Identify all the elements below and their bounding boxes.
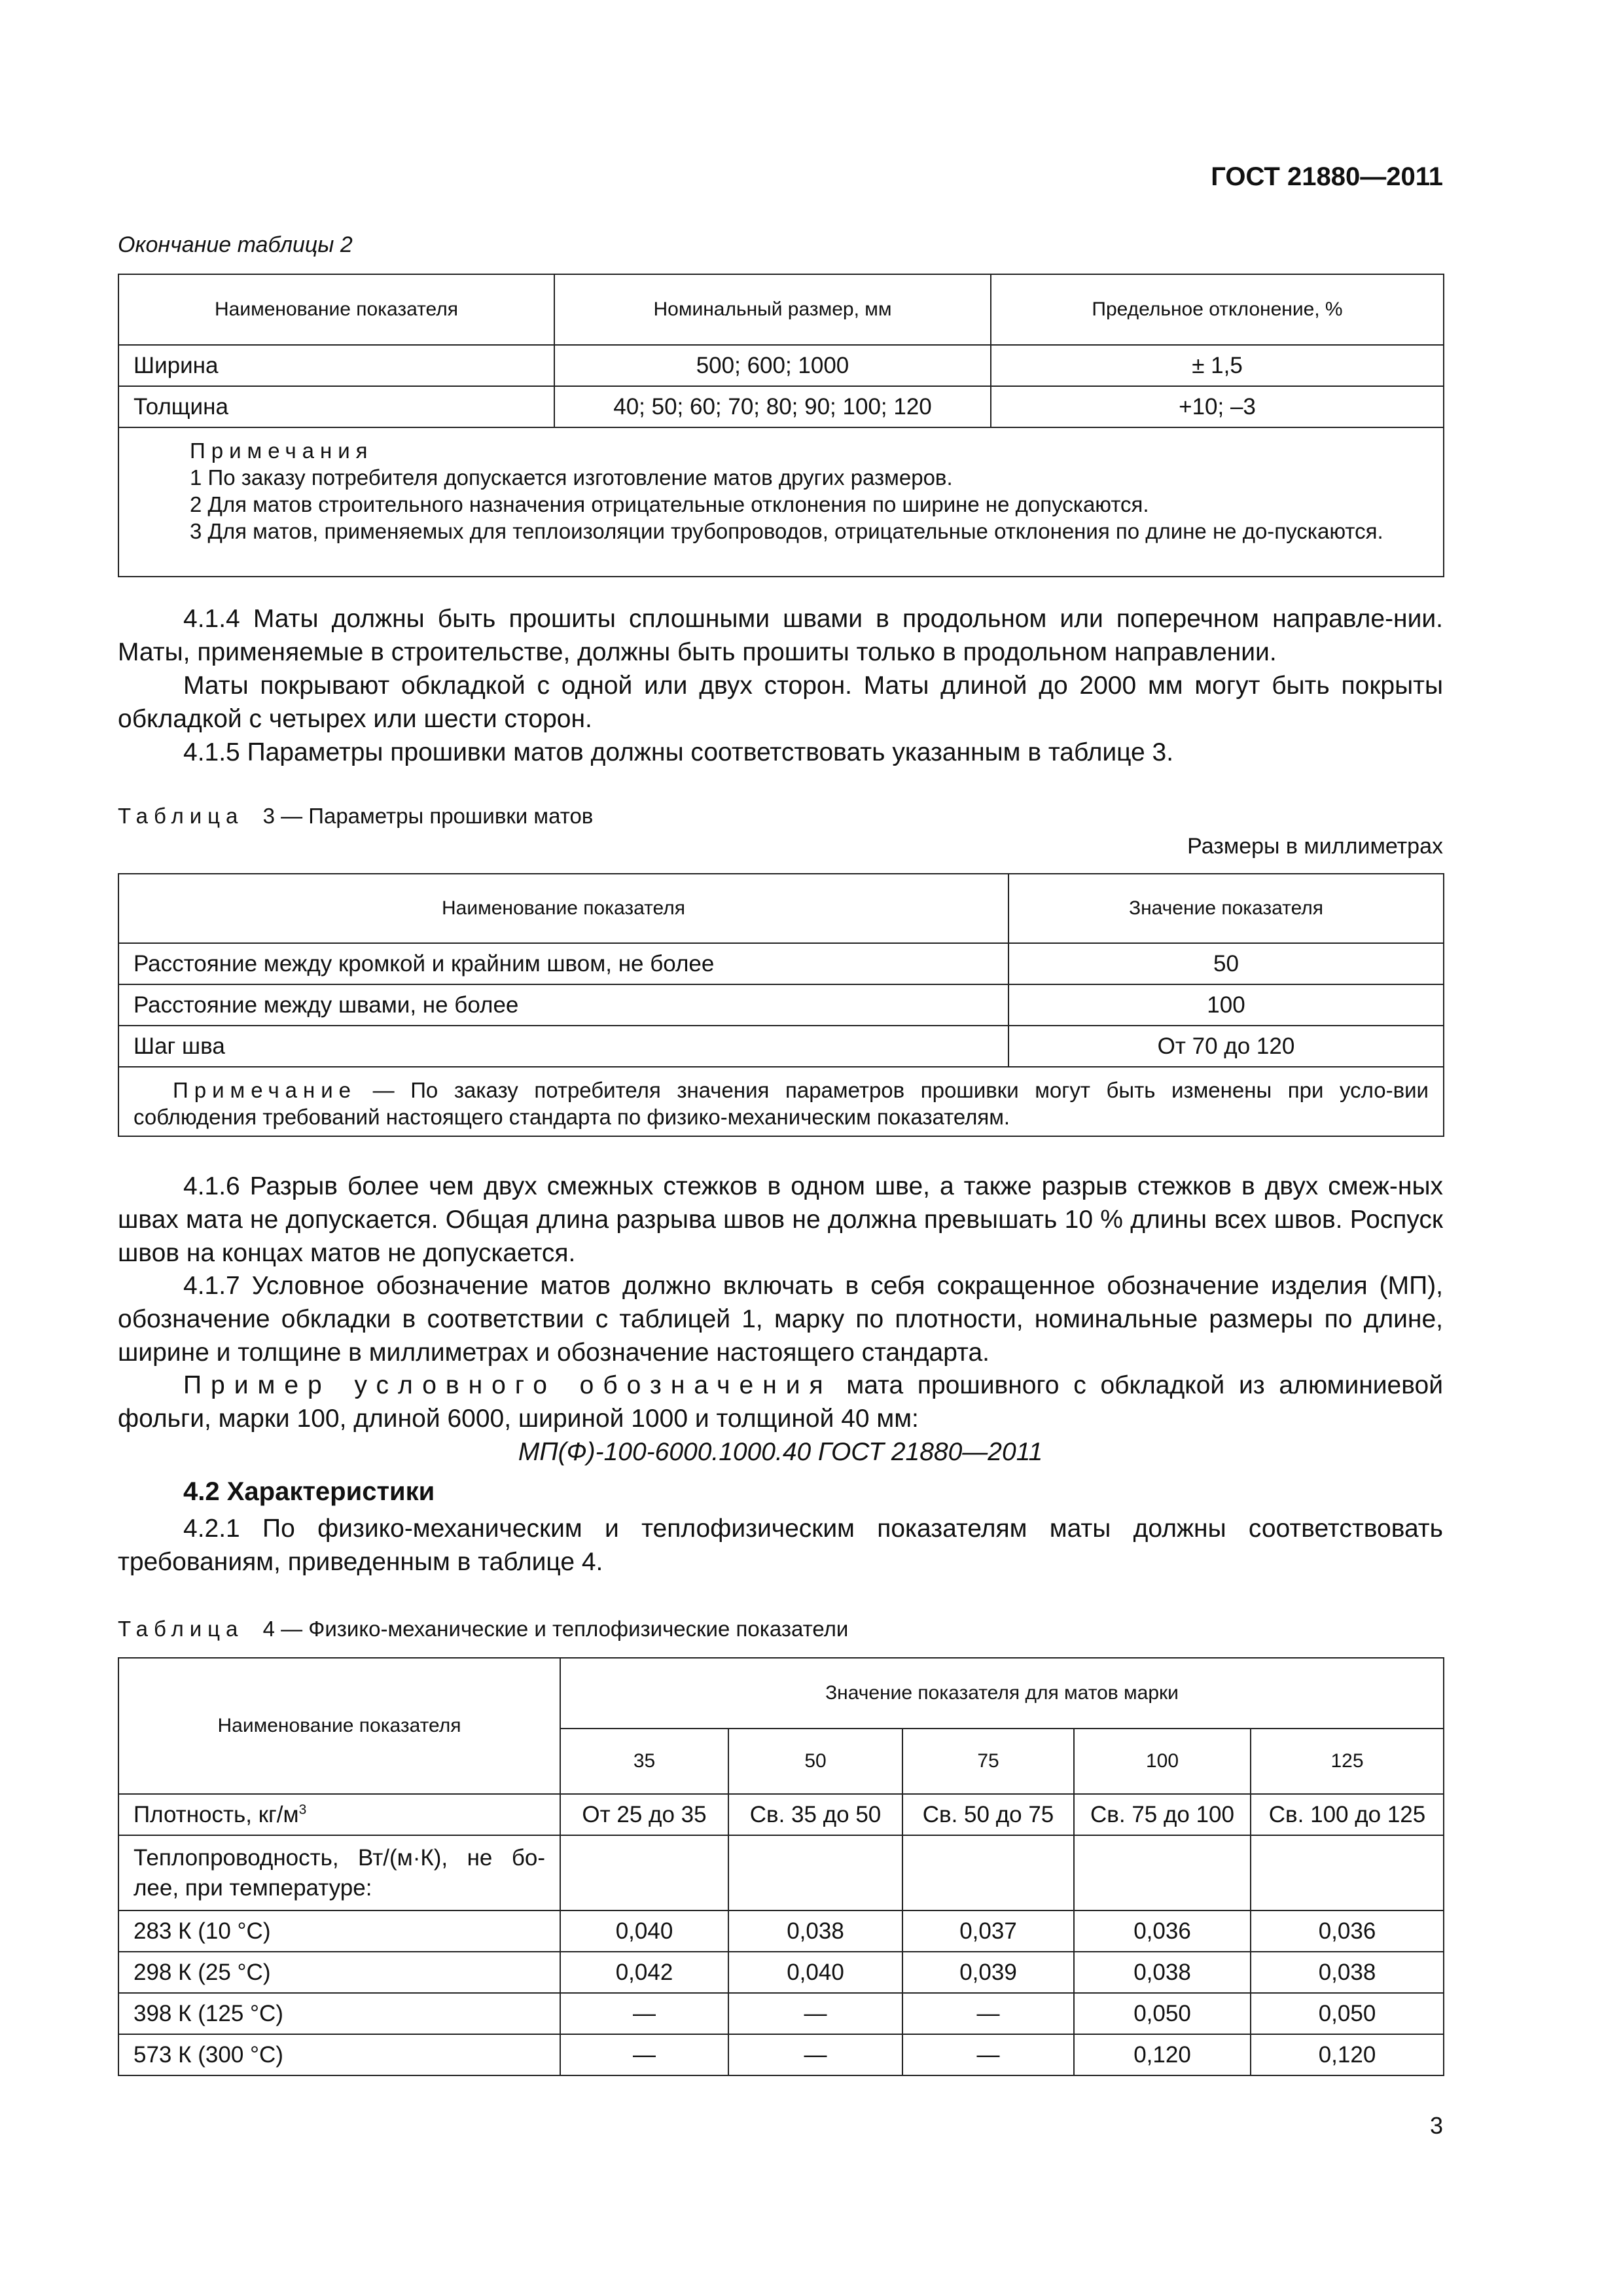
table-row (118, 386, 1444, 427)
table2-note: 2 Для матов строительного назначения отрицательные отклонения по ширине не допускаются. (190, 492, 1149, 516)
table2-notes (118, 427, 1444, 577)
paragraph-4-1-4-b: Маты покрывают обкладкой с одной или двух сторон. Маты длиной до 2000 мм могут быть покрыты обкладкой с четырех или шести сторон. (118, 672, 1443, 733)
document-code: ГОСТ 21880—2011 (1211, 162, 1443, 191)
table4-empty-cell (728, 1835, 902, 1910)
table4-cell: — (560, 1993, 728, 2034)
table3-cell: 100 (1008, 984, 1444, 1026)
table2-cell: ± 1,5 (991, 345, 1444, 386)
table4-cell: Св. 100 до 125 (1251, 1794, 1444, 1835)
table-row (118, 984, 1444, 1026)
table3-header-name: Наименование показателя (118, 874, 1008, 943)
table4-temp-label: 298 К (25 °С) (118, 1952, 560, 1993)
table2-continuation-caption: Окончание таблицы 2 (118, 232, 353, 257)
table-row (118, 1794, 1444, 1835)
table3-note-text: — По заказу потребителя значения параметров прошивки могут быть изменены при усло-вии соблюдения требований настоящего стандарта по физико-механическим показателям. (134, 1078, 1429, 1129)
table4-cell: Св. 50 до 75 (902, 1794, 1074, 1835)
table-3 (118, 873, 1444, 1137)
table4-cell: — (902, 1993, 1074, 2034)
table3-label: Таблица (118, 804, 244, 828)
table3-title (118, 804, 593, 829)
table2-header-size: Номинальный размер, мм (554, 274, 991, 345)
paragraph-4-1-7: 4.1.7 Условное обозначение матов должно включать в себя сокращенное обозначение изделия (МП), обозначение обкладки в соответствии с таблицей 1, марку по плотности, номинальные размеры по длине, ширине и толщине в миллиметрах и обозначение настоящего стандарта. (118, 1272, 1443, 1367)
table2-cell: 40; 50; 60; 70; 80; 90; 100; 120 (554, 386, 991, 427)
table4-empty-cell (560, 1835, 728, 1910)
table4-grade-header: 75 (902, 1729, 1074, 1794)
table2-header-deviation: Предельное отклонение, % (991, 274, 1444, 345)
table4-temp-label: 573 К (300 °С) (118, 2034, 560, 2075)
table4-cell: — (728, 1993, 902, 2034)
table3-note-label: Примечание (173, 1078, 357, 1102)
table4-temp-label: 283 К (10 °С) (118, 1910, 560, 1952)
table3-header-value: Значение показателя (1008, 874, 1444, 943)
table4-title-text: 4 — Физико-механические и теплофизические показатели (262, 1617, 849, 1641)
table4-empty-cell (1074, 1835, 1251, 1910)
table4-temp-label: 398 К (125 °С) (118, 1993, 560, 2034)
table4-empty-cell (902, 1835, 1074, 1910)
table4-cell: Св. 75 до 100 (1074, 1794, 1251, 1835)
table4-cell: 0,120 (1251, 2034, 1444, 2075)
page-number: 3 (1429, 2112, 1443, 2139)
table4-header-name: Наименование показателя (118, 1658, 560, 1794)
table-row (118, 1952, 1444, 1993)
table4-header-group: Значение показателя для матов марки (560, 1658, 1444, 1729)
table4-grade-header: 125 (1251, 1729, 1444, 1794)
paragraph-4-1-4: 4.1.4 Маты должны быть прошиты сплошными швами в продольном или поперечном направле-нии. Маты, применяемые в строительстве, должны быть прошиты только в продольном направлении. (118, 605, 1443, 666)
table3-cell: Расстояние между швами, не более (118, 984, 1008, 1026)
table2-note: 3 Для матов, применяемых для теплоизоляции трубопроводов, отрицательные отклонения по длине не до-пускаются. (190, 519, 1383, 543)
table4-grade-header: 100 (1074, 1729, 1251, 1794)
table4-title (118, 1617, 848, 1641)
table4-cell: 0,050 (1074, 1993, 1251, 2034)
table4-cell: 0,039 (902, 1952, 1074, 1993)
example-code: МП(Ф)-100-6000.1000.40 ГОСТ 21880—2011 (518, 1438, 1043, 1466)
paragraph-example (118, 1369, 1443, 1435)
table3-cell: 50 (1008, 943, 1444, 984)
section-4-2-heading: 4.2 Характеристики (183, 1477, 435, 1506)
table-row (118, 943, 1444, 984)
table4-cell: 0,038 (1251, 1952, 1444, 1993)
table4-cell: — (728, 2034, 902, 2075)
density-label-text: Плотность, кг/м (134, 1801, 299, 1827)
table-row (118, 1835, 1444, 1910)
table3-cell: Расстояние между кромкой и крайним швом, не более (118, 943, 1008, 984)
table2-header-name: Наименование показателя (118, 274, 554, 345)
table4-cell: От 25 до 35 (560, 1794, 728, 1835)
table4-grade-header: 35 (560, 1729, 728, 1794)
table4-conductivity-label: Теплопроводность, Вт/(м·К), не бо-лее, при температуре: (118, 1835, 560, 1910)
table-4 (118, 1657, 1444, 2076)
table3-cell: Шаг шва (118, 1026, 1008, 1067)
table4-grade-header: 50 (728, 1729, 902, 1794)
table4-cell: — (560, 2034, 728, 2075)
table4-cell: 0,038 (728, 1910, 902, 1952)
paragraph-4-2-1: 4.2.1 По физико-механическим и теплофизическим показателям маты должны соответствовать требованиям, приведенным в таблице 4. (118, 1515, 1443, 1576)
table4-label: Таблица (118, 1617, 244, 1641)
table3-title-text: 3 — Параметры прошивки матов (262, 804, 594, 828)
table4-density-label (118, 1794, 560, 1835)
table4-cell: 0,038 (1074, 1952, 1251, 1993)
table4-cell: Св. 35 до 50 (728, 1794, 902, 1835)
table2-cell: 500; 600; 1000 (554, 345, 991, 386)
table2-note: 1 По заказу потребителя допускается изготовление матов других размеров. (190, 465, 953, 490)
table2-notes-title: Примечания (190, 439, 374, 463)
table2-cell: Толщина (118, 386, 554, 427)
table-row (118, 2034, 1444, 2075)
table-row (118, 1993, 1444, 2034)
table4-cell: 0,040 (728, 1952, 902, 1993)
table2-cell: +10; –3 (991, 386, 1444, 427)
table3-cell: От 70 до 120 (1008, 1026, 1444, 1067)
table-row (118, 345, 1444, 386)
example-text: мата прошивного с обкладкой из алюминиевой фольги, марки 100, длиной 6000, шириной 1000 и толщиной 40 мм: (118, 1371, 1443, 1433)
table4-cell: 0,040 (560, 1910, 728, 1952)
table-row (118, 1026, 1444, 1067)
table4-cell: 0,042 (560, 1952, 728, 1993)
table4-empty-cell (1251, 1835, 1444, 1910)
table3-note (118, 1067, 1444, 1136)
table4-cell: 0,120 (1074, 2034, 1251, 2075)
table4-cell: 0,037 (902, 1910, 1074, 1952)
table3-units: Размеры в миллиметрах (1187, 834, 1443, 859)
example-label: Пример условного обозначения (183, 1371, 832, 1399)
table-row (118, 1910, 1444, 1952)
table-2 (118, 274, 1444, 577)
table4-cell: — (902, 2034, 1074, 2075)
table4-cell: 0,036 (1251, 1910, 1444, 1952)
table2-cell: Ширина (118, 345, 554, 386)
table4-cell: 0,050 (1251, 1993, 1444, 2034)
density-unit-sup: 3 (298, 1801, 307, 1817)
table4-cell: 0,036 (1074, 1910, 1251, 1952)
paragraph-4-1-6: 4.1.6 Разрыв более чем двух смежных стежков в одном шве, а также разрыв стежков в двух смеж-ных швах мата не допускается. Общая длина разрыва швов не должна превышать 10 % длины всех швов. Роспуск швов на концах матов не допускается. (118, 1172, 1443, 1267)
paragraph-4-1-5: 4.1.5 Параметры прошивки матов должны соответствовать указанным в таблице 3. (183, 738, 1174, 766)
